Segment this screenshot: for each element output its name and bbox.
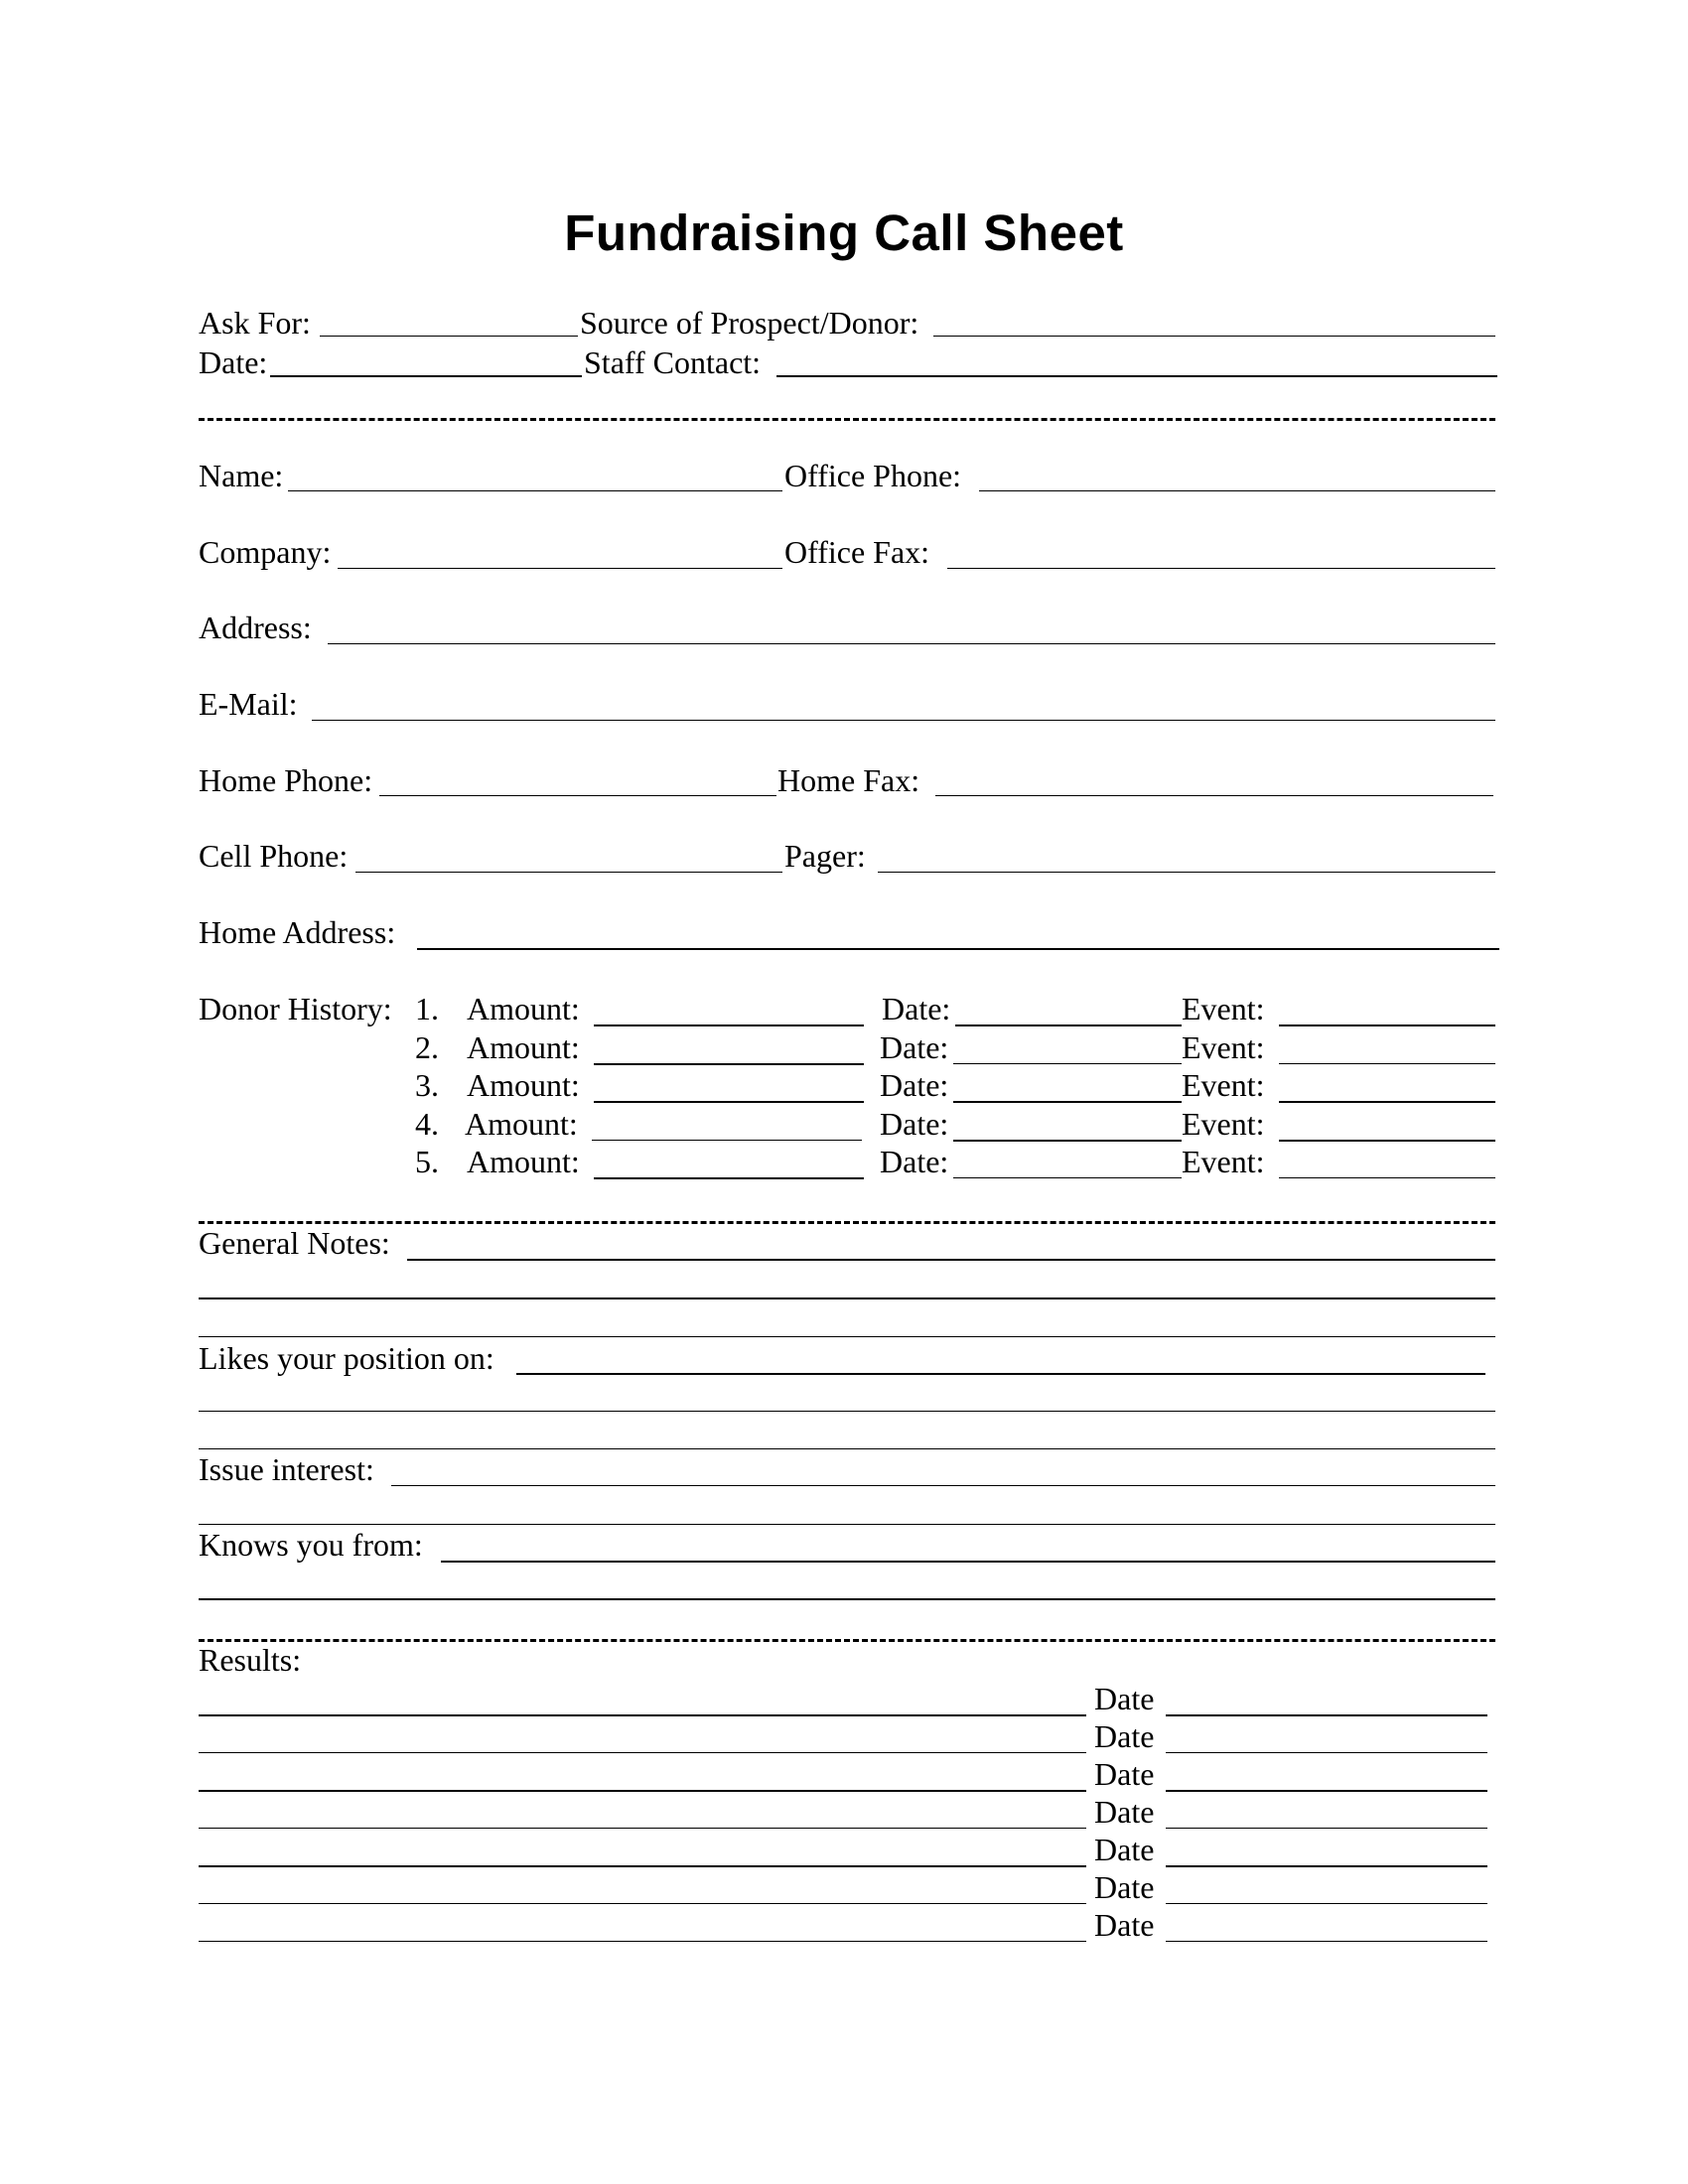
office-fax-field[interactable] xyxy=(947,568,1495,569)
address-label: Address: xyxy=(199,610,312,645)
result-date-label: Date xyxy=(1094,1907,1155,1943)
date-label: Date: xyxy=(199,344,268,380)
donor-row-number: 5. xyxy=(415,1144,439,1179)
amount-field[interactable] xyxy=(594,1101,864,1103)
result-date-field[interactable] xyxy=(1166,1865,1487,1867)
home-fax-label: Home Fax: xyxy=(777,762,920,798)
general-notes-line[interactable] xyxy=(199,1336,1495,1337)
section-divider xyxy=(199,418,1495,421)
address-field[interactable] xyxy=(328,643,1495,644)
pager-label: Pager: xyxy=(784,838,866,874)
ask-for-label: Ask For: xyxy=(199,305,311,341)
amount-field[interactable] xyxy=(594,1177,864,1179)
general-notes-label: General Notes: xyxy=(199,1225,390,1261)
amount-field[interactable] xyxy=(594,1063,864,1065)
likes-position-line[interactable] xyxy=(199,1411,1495,1412)
issue-interest-label: Issue interest: xyxy=(199,1451,374,1487)
knows-you-from-line[interactable] xyxy=(199,1598,1495,1600)
source-label: Source of Prospect/Donor: xyxy=(580,305,919,341)
result-date-field[interactable] xyxy=(1166,1714,1487,1716)
office-phone-field[interactable] xyxy=(979,490,1495,491)
event-field[interactable] xyxy=(1279,1024,1495,1026)
cell-phone-label: Cell Phone: xyxy=(199,838,349,874)
amount-field[interactable] xyxy=(594,1024,864,1026)
amount-label: Amount: xyxy=(467,1144,580,1179)
issue-interest-field[interactable] xyxy=(391,1485,1495,1486)
cell-phone-field[interactable] xyxy=(355,872,782,873)
event-label: Event: xyxy=(1182,1067,1265,1103)
date-field[interactable] xyxy=(953,1177,1182,1178)
date-label: Date: xyxy=(880,1106,949,1142)
company-field[interactable] xyxy=(338,568,782,569)
result-line[interactable] xyxy=(199,1714,1086,1716)
amount-label: Amount: xyxy=(465,1106,578,1142)
date-label: Date: xyxy=(882,991,951,1026)
event-field[interactable] xyxy=(1279,1177,1495,1178)
date-field[interactable] xyxy=(953,1140,1182,1142)
date-field[interactable] xyxy=(953,1101,1182,1103)
donor-row-number: 2. xyxy=(415,1029,439,1065)
result-date-field[interactable] xyxy=(1166,1828,1487,1829)
event-label: Event: xyxy=(1182,1106,1265,1142)
date-field[interactable] xyxy=(955,1024,1182,1026)
likes-position-line[interactable] xyxy=(199,1448,1495,1449)
staff-contact-field[interactable] xyxy=(776,375,1497,377)
donor-row-number: 1. xyxy=(415,991,439,1026)
event-label: Event: xyxy=(1182,1144,1265,1179)
page-title: Fundraising Call Sheet xyxy=(564,205,1124,261)
event-label: Event: xyxy=(1182,991,1265,1026)
result-line[interactable] xyxy=(199,1865,1086,1867)
likes-position-label: Likes your position on: xyxy=(199,1340,494,1376)
event-label: Event: xyxy=(1182,1029,1265,1065)
pager-field[interactable] xyxy=(878,872,1495,873)
result-date-label: Date xyxy=(1094,1869,1155,1905)
donor-row-number: 3. xyxy=(415,1067,439,1103)
general-notes-field[interactable] xyxy=(407,1259,1495,1261)
donor-history-label: Donor History: xyxy=(199,991,392,1026)
email-label: E-Mail: xyxy=(199,686,298,722)
event-field[interactable] xyxy=(1279,1101,1495,1103)
email-field[interactable] xyxy=(312,720,1495,721)
source-field[interactable] xyxy=(933,336,1495,337)
results-label: Results: xyxy=(199,1642,302,1678)
result-line[interactable] xyxy=(199,1790,1086,1792)
issue-interest-line[interactable] xyxy=(199,1524,1495,1525)
date-label: Date: xyxy=(880,1029,949,1065)
amount-field[interactable] xyxy=(592,1140,862,1141)
date-label: Date: xyxy=(880,1144,949,1179)
result-date-field[interactable] xyxy=(1166,1941,1487,1942)
knows-you-from-field[interactable] xyxy=(441,1561,1495,1563)
donor-row-number: 4. xyxy=(415,1106,439,1142)
date-label: Date: xyxy=(880,1067,949,1103)
home-phone-field[interactable] xyxy=(379,795,776,796)
ask-for-field[interactable] xyxy=(320,336,578,337)
home-fax-field[interactable] xyxy=(935,795,1493,796)
name-label: Name: xyxy=(199,458,284,493)
result-date-field[interactable] xyxy=(1166,1903,1487,1904)
result-date-field[interactable] xyxy=(1166,1752,1487,1753)
event-field[interactable] xyxy=(1279,1063,1495,1064)
office-fax-label: Office Fax: xyxy=(784,534,930,570)
name-field[interactable] xyxy=(288,490,782,491)
result-date-label: Date xyxy=(1094,1832,1155,1867)
home-address-label: Home Address: xyxy=(199,914,396,950)
staff-contact-label: Staff Contact: xyxy=(584,344,762,380)
amount-label: Amount: xyxy=(467,1029,580,1065)
likes-position-field[interactable] xyxy=(516,1373,1485,1375)
section-divider xyxy=(199,1221,1495,1224)
result-date-label: Date xyxy=(1094,1718,1155,1754)
result-line[interactable] xyxy=(199,1941,1086,1942)
date-field[interactable] xyxy=(270,375,582,377)
date-field[interactable] xyxy=(953,1063,1182,1064)
result-date-field[interactable] xyxy=(1166,1790,1487,1792)
result-date-label: Date xyxy=(1094,1756,1155,1792)
general-notes-line[interactable] xyxy=(199,1297,1495,1299)
result-line[interactable] xyxy=(199,1828,1086,1829)
section-divider xyxy=(199,1639,1495,1642)
amount-label: Amount: xyxy=(467,991,580,1026)
home-address-field[interactable] xyxy=(417,948,1499,950)
result-line[interactable] xyxy=(199,1752,1086,1753)
company-label: Company: xyxy=(199,534,332,570)
home-phone-label: Home Phone: xyxy=(199,762,373,798)
result-date-label: Date xyxy=(1094,1681,1155,1716)
event-field[interactable] xyxy=(1279,1140,1495,1142)
result-line[interactable] xyxy=(199,1903,1086,1904)
result-date-label: Date xyxy=(1094,1794,1155,1830)
amount-label: Amount: xyxy=(467,1067,580,1103)
office-phone-label: Office Phone: xyxy=(784,458,962,493)
knows-you-from-label: Knows you from: xyxy=(199,1527,423,1563)
